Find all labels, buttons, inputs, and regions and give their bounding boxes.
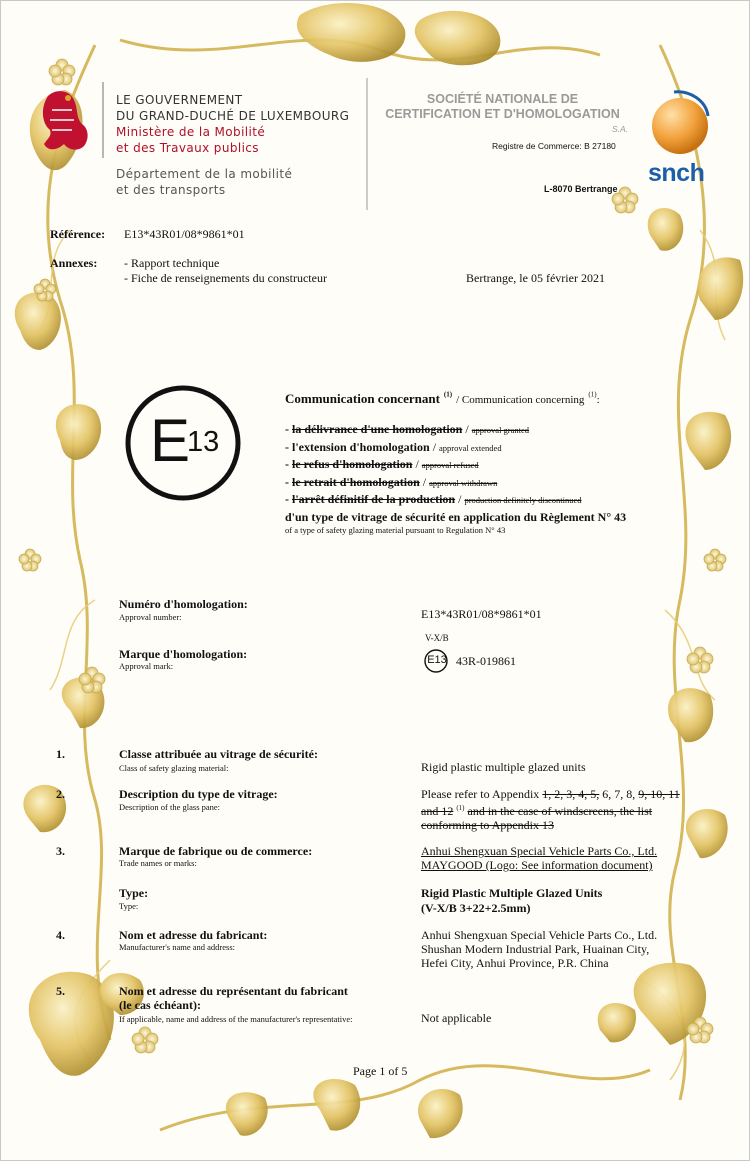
option-refused: - le refus d'homologation / approval refused <box>285 457 479 471</box>
annexes-label: Annexes: <box>50 256 98 270</box>
type-value-2: (V-X/B 3+22+2.5mm) <box>421 901 531 915</box>
communication-options <box>285 421 582 509</box>
approval-mark-fr: Marque d'homologation: <box>119 647 248 661</box>
annex-2: - Fiche de renseignements du constructeur <box>124 271 327 285</box>
annex-1: - Rapport technique <box>124 256 220 270</box>
option-en: approval withdrawn <box>429 477 498 488</box>
type-fr: Type: <box>119 886 149 900</box>
item-5-number: 5. <box>56 984 65 998</box>
snch-address: L-8070 Bertrange <box>544 184 618 194</box>
item-5-value: Not applicable <box>421 1011 492 1025</box>
snch-title <box>375 92 630 122</box>
registry: Registre de Commerce: B 27180 <box>492 141 616 151</box>
item-3-number: 3. <box>56 844 65 858</box>
title-en-footnote: (1) <box>588 390 597 399</box>
page-number: Page 1 of 5 <box>353 1064 408 1078</box>
item-2-en: Description of the glass pane: <box>119 802 221 812</box>
snch-line-1: SOCIÉTÉ NATIONALE DE <box>426 92 579 106</box>
dept-line-1: Département de la mobilité <box>116 167 293 181</box>
item-4-value: Anhui Shengxuan Special Vehicle Parts Co., Ltd. Shushan Modern Industrial Park, Huainan City, Hefei City, Anhui Province, P.R. China <box>421 928 658 970</box>
emark-letter: E <box>150 407 191 474</box>
dept-line-2: et des transports <box>116 183 226 197</box>
communication-title: Communication concernant $^{(1)}$ / Communication concerning $^{(1)}$: <box>285 390 600 406</box>
item-1-value: Rigid plastic multiple glazed units <box>421 760 586 774</box>
approval-mark-emark: E13 <box>427 654 447 666</box>
item-4-fr: Nom et adresse du fabricant: <box>119 928 268 942</box>
snch-line-2: CERTIFICATION ET D'HOMOLOGATION <box>385 107 620 121</box>
item-4-number: 4. <box>56 928 65 942</box>
item-2-fr: Description du type de vitrage: <box>119 787 278 801</box>
type-value-1: Rigid Plastic Multiple Glazed Units <box>421 886 603 900</box>
option-en: approval granted <box>471 425 530 435</box>
title-footnote: (1) <box>443 390 453 399</box>
item-3-en: Trade names or marks: <box>119 858 197 868</box>
approval-number-value: E13*43R01/08*9861*01 <box>421 607 542 621</box>
item-3-value-1: Anhui Shengxuan Special Vehicle Parts Co., Ltd. <box>421 844 658 858</box>
option-fr: l'extension d'homologation <box>292 439 430 454</box>
option-granted: - la délivrance d'une homologation / approval granted <box>285 422 530 436</box>
reference-label: Référence: <box>50 227 106 241</box>
item-3-fr: Marque de fabrique ou de commerce: <box>119 844 313 858</box>
option-fr: le refus d'homologation <box>292 457 413 471</box>
item-2-number: 2. <box>56 787 65 801</box>
item-1-number: 1. <box>56 747 65 761</box>
approval-mark-prefix: V-X/B <box>425 633 449 643</box>
option-fr: le retrait d'homologation <box>292 474 420 489</box>
gov-line-1: LE GOUVERNEMENT <box>116 93 243 107</box>
government-block <box>116 92 349 198</box>
item-5-fr-1: Nom et adresse du représentant du fabricant <box>119 984 348 998</box>
option-fr: l'arrêt définitif de la production <box>292 492 456 506</box>
option-en: approval extended <box>439 442 502 453</box>
reference-value: E13*43R01/08*9861*01 <box>124 227 245 241</box>
item-5-en: If applicable, name and address of the manufacturer's representative: <box>119 1014 353 1024</box>
communication-title-en: Communication concerning <box>461 394 585 406</box>
item-1-fr: Classe attribuée au vitrage de sécurité: <box>119 747 318 761</box>
item-3-value-2: MAYGOOD (Logo: See information document) <box>421 858 653 872</box>
approval-number-fr: Numéro d'homologation: <box>119 597 248 611</box>
communication-title-fr: Communication concernant <box>285 391 440 406</box>
snch-logo-icon <box>652 92 708 154</box>
title-colon: : <box>596 394 600 406</box>
place-date: Bertrange, le 05 février 2021 <box>466 271 605 285</box>
gov-line-2: DU GRAND-DUCHÉ DE LUXEMBOURG <box>116 109 350 123</box>
option-en: production definitely discontinued <box>464 495 582 505</box>
emark-number: 13 <box>187 426 220 458</box>
approval-number-en: Approval number: <box>119 612 182 622</box>
subject-en: of a type of safety glazing material pursuant to Regulation N° 43 <box>285 525 506 535</box>
item-4-en: Manufacturer's name and address: <box>119 942 235 952</box>
option-discontinued: - l'arrêt définitif de la production / production definitely discontinued <box>285 492 582 506</box>
option-extended: - l'extension d'homologation / approval extended <box>285 439 502 454</box>
item-2-value: Please refer to Appendix 1, 2, 3, 4, 5, 6, 7, 8, 9, 10, 11 and 12 $^{(1)}$ and in the case of windscreens, the list conforming to Appendix 13 <box>421 787 680 832</box>
approval-mark-value: 43R-019861 <box>456 654 516 668</box>
item-5-fr-2: (le cas échéant): <box>119 998 201 1012</box>
option-withdrawn: - le retrait d'homologation / approval withdrawn <box>285 474 498 489</box>
item-1-en: Class of safety glazing material: <box>119 763 229 773</box>
option-en: approval refused <box>421 460 479 470</box>
approval-mark-en: Approval mark: <box>119 661 174 671</box>
snch-logo-text: snch <box>648 159 705 187</box>
ministry-line-1: Ministère de la Mobilité <box>116 125 266 139</box>
snch-sa: S.A. <box>612 124 629 134</box>
type-en: Type: <box>119 901 139 911</box>
option-fr: la délivrance d'une homologation <box>292 422 463 436</box>
ministry-line-2: et des Travaux publics <box>116 141 259 155</box>
subject-fr: d'un type de vitrage de sécurité en application du Règlement N° 43 <box>285 510 627 524</box>
